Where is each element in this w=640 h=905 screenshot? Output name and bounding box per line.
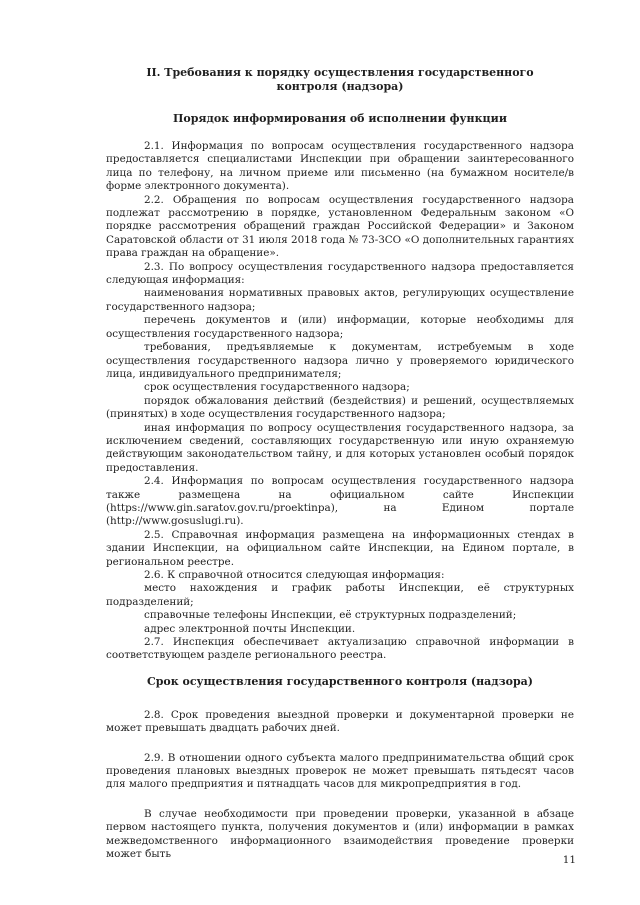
term-body xyxy=(106,709,574,862)
list-item-other-info: иная информация по вопросу осуществления государственного надзора, за исключением сведений, составляющих государственную или иную охраняемую действующим законодательством тайну, и для которых установлен особый порядок предоставления. xyxy=(106,421,574,474)
paragraph-2-1: 2.1. Информация по вопросам осуществления государственного надзора предоставляется специалистами Инспекции при обращении заинтересованного лица по телефону, на личном приеме или письменно (на бумажном носителе/в форме электронного документа). xyxy=(106,140,574,193)
section-title xyxy=(106,66,574,94)
page-number: 11 xyxy=(562,854,576,866)
list-item-term: срок осуществления государственного надзора; xyxy=(144,381,410,394)
paragraph-2-2: 2.2. Обращения по вопросам осуществления государственного надзора подлежат рассмотрению в порядке, установленном Федеральным законом «О порядке рассмотрения обращений граждан Российской Федерации» и Законом Саратовской области от 31 июля 2018 года № 73-ЗСО «О дополнительных гарантиях права граждан на обращение». xyxy=(106,193,574,260)
paragraph-2-5: 2.5. Справочная информация размещена на информационных стендах в здании Инспекции, на официальном сайте Инспекции, на Едином портале, в региональном реестре. xyxy=(106,528,574,568)
informing-body xyxy=(106,140,574,663)
section-title-line2: контроля (надзора) xyxy=(276,80,404,93)
list-item-location: место нахождения и график работы Инспекции, её структурных подразделений; xyxy=(106,582,574,608)
paragraph-2-9: 2.9. В отношении одного субъекта малого предпринимательства общий срок проведения плановых выездных проверок не может превышать пятьдесят часов для малого предприятия и пятнадцать часов для микропредприятия в год. xyxy=(106,751,574,791)
list-item-requirements: требования, предъявляемые к документам, истребуемым в ходе осуществления государственного надзора лично у проверяемого юридического лица, индивидуального предпринимателя; xyxy=(106,341,574,380)
list-item-phones: справочные телефоны Инспекции, её структурных подразделений; xyxy=(144,609,517,622)
list-item-appeal: порядок обжалования действий (бездействия) и решений, осуществляемых (принятых) в ходе осуществления государственного надзора; xyxy=(106,394,574,421)
paragraph-2-3: 2.3. По вопросу осуществления государственного надзора предоставляется следующая информация: xyxy=(106,260,574,287)
subheading-informing: Порядок информирования об исполнении функции xyxy=(173,112,507,125)
paragraph-2-6: 2.6. К справочной относится следующая информация: xyxy=(144,569,445,581)
list-item-email: адрес электронной почты Инспекции. xyxy=(144,622,356,635)
list-item-acts: наименования нормативных правовых актов, регулирующих осуществление государственного надзора; xyxy=(106,287,574,313)
section-title-line1: II. Требования к порядку осуществления государственного xyxy=(146,66,534,79)
list-item-documents: перечень документов и (или) информации, которые необходимы для осуществления государственного надзора; xyxy=(106,314,574,340)
paragraph-2-9-continued: В случае необходимости при проведении проверки, указанной в абзаце первом настоящего пункта, получения документов и (или) информации в рамках межведомственного информационного взаимодействия проведение проверки может быть xyxy=(106,807,574,861)
paragraph-2-4: 2.4. Информация по вопросам осуществления государственного надзора также размещена на официальном сайте Инспекции (https://www.gin.saratov.gov.ru/proektinpa), на Едином портале (http://www.gosuslugi.ru). xyxy=(106,475,574,528)
paragraph-2-8: 2.8. Срок проведения выездной проверки и документарной проверки не может превышать двадцать рабочих дней. xyxy=(106,708,574,735)
subheading-term: Срок осуществления государственного контроля (надзора) xyxy=(146,674,534,688)
paragraph-2-7: 2.7. Инспекция обеспечивает актуализацию справочной информации в соответствующем разделе регионального реестра. xyxy=(106,636,574,662)
